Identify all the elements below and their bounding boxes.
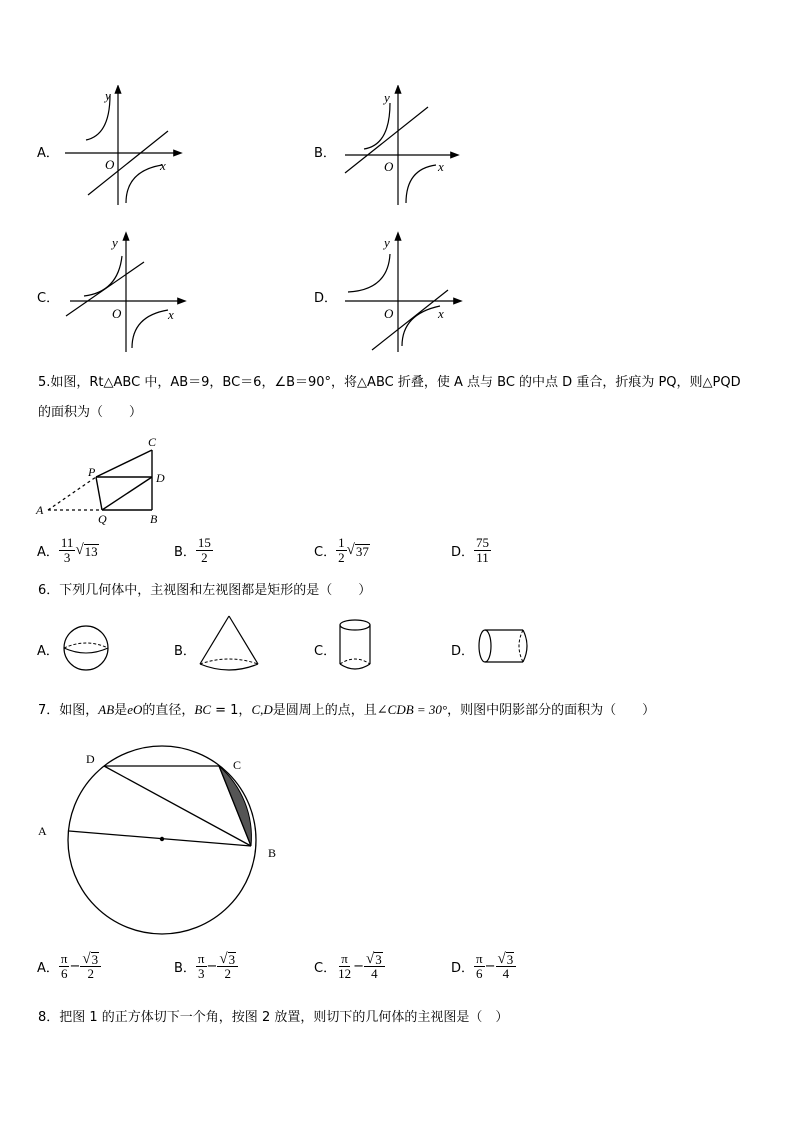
x-label: x [160,158,166,173]
denominator: 11 [476,550,489,565]
minus-sign: − [69,959,81,974]
numerator: π [197,951,205,966]
stem-text: = 1， [211,703,252,718]
denominator: 3 [197,966,205,981]
denominator: 4 [502,966,510,981]
q5-figure [30,430,180,526]
segment-bc: BC [194,702,211,717]
origin-label: O [112,306,122,321]
option-letter: A． [37,961,59,976]
graph-a [60,85,190,215]
minus-sign: − [353,959,364,974]
sphere-icon [61,622,113,674]
denominator: 2 [224,966,232,981]
graph-c [60,230,190,360]
denominator: 3 [63,550,71,565]
q7-option-c[interactable] [314,952,385,981]
fraction [59,536,76,565]
sqrt-icon: √ [82,951,91,967]
pt-c: C [233,758,242,772]
option-letter: A． [37,644,59,659]
pt-p: P [88,465,96,479]
fraction [364,952,385,981]
numerator [364,952,385,967]
x-label: x [438,306,444,321]
pt-d: D [156,471,165,485]
pt-d: D [86,752,95,766]
denominator: 2 [201,550,208,565]
radical [82,952,99,966]
fraction [336,536,347,565]
y-label: y [384,90,390,105]
q4-option-a[interactable] [0,80,300,220]
numerator [80,952,101,967]
cone-icon [198,612,262,674]
q7-figure [30,745,300,955]
numerator: 15 [197,535,211,550]
option-letter: A． [37,545,59,560]
q7-option-b[interactable] [174,952,238,981]
stem-text: ，则图中阴影部分的面积为（ ） [447,703,656,718]
denominator: 2 [338,550,345,565]
graph-d [340,230,470,360]
q6-stem: 6．下列几何体中，主视图和左视图都是矩形的是（ ） [38,583,372,598]
q6-option-c[interactable] [314,616,434,676]
radicand: 13 [84,543,98,559]
q5-option-b[interactable] [174,536,213,565]
denominator: 4 [371,966,378,981]
circle-symbol: e [127,702,133,717]
numerator [217,952,238,967]
numerator [496,952,517,967]
fraction [59,952,70,981]
segment-ab: AB [98,702,115,717]
q5-stem-line1: 5.如图，Rt△ABC 中，AB＝9，BC＝6，∠B＝90°，将△ABC 折叠，使 A 点与 BC 的中点 D 重合，折痕为 PQ，则△PQD [38,375,741,390]
stem-text: 是圆周上的点，且 [272,703,377,718]
q6-option-b[interactable] [174,612,294,676]
pt-c: C [148,435,157,449]
lying-cylinder-icon [475,626,535,666]
option-letter: D． [451,545,475,560]
y-label: y [105,88,111,103]
minus-sign: − [206,959,218,974]
radical [219,952,236,966]
pt-b: B [150,512,158,526]
option-letter: C． [314,644,337,659]
pt-a: A [38,824,47,838]
radical [347,542,370,559]
minus-sign: − [484,959,496,974]
denominator: 6 [60,966,68,981]
option-letter: B． [314,146,336,161]
sqrt-icon: √ [346,542,355,558]
origin-label: O [384,306,394,321]
x-label: x [168,307,174,322]
denominator: 6 [476,966,483,981]
q4-option-d[interactable] [300,225,600,365]
numerator: π [341,951,348,966]
fraction [217,952,238,981]
q4-option-c[interactable] [0,225,300,365]
stem-text: 是 [114,703,128,718]
numerator: π [476,951,483,966]
q5-option-c[interactable] [314,536,370,565]
radicand: 3 [91,952,99,967]
denominator: 2 [87,966,94,981]
fraction [336,952,353,981]
denominator: 12 [338,966,352,981]
pt-q: Q [98,512,107,526]
y-label: y [384,235,390,250]
fraction [474,952,485,981]
point-o: O [132,702,143,717]
y-label: y [112,235,118,250]
option-letter: D． [451,644,475,659]
q7-stem [38,701,655,720]
q7-option-a[interactable] [37,952,101,981]
option-letter: A． [37,146,59,161]
stem-text: 的直径， [142,703,195,718]
sqrt-icon: √ [75,542,84,558]
radical [75,542,98,559]
option-letter: D． [314,291,338,306]
numerator: 11 [60,535,74,550]
sqrt-icon: √ [219,951,228,967]
option-letter: B． [174,644,196,659]
option-letter: D． [451,961,475,976]
q6-option-a[interactable] [37,620,157,676]
graph-b [340,85,470,215]
q7-option-d[interactable] [451,952,516,981]
fraction [496,952,517,981]
sqrt-icon: √ [497,951,506,967]
radicand: 37 [355,543,369,559]
q5-option-d[interactable] [451,536,491,565]
radical [366,952,383,966]
x-label: x [438,159,444,174]
fraction [80,952,101,981]
numerator: 75 [476,535,490,550]
q8-stem: 8．把图 1 的正方体切下一个角，按图 2 放置，则切下的几何体的主视图是（ ） [38,1010,509,1025]
option-letter: B． [174,545,196,560]
sqrt-icon: √ [365,951,375,967]
fraction [474,536,491,565]
angle-expr: ∠CDB = 30° [376,702,448,717]
points-cd: C,D [251,702,273,717]
pt-a: A [36,503,44,517]
radicand: 3 [375,952,382,967]
pt-b: B [268,846,277,860]
origin-label: O [384,159,394,174]
q6-option-d[interactable] [451,624,571,674]
stem-text: 7．如图， [38,703,99,718]
radicand: 3 [228,952,236,967]
option-letter: B． [174,961,196,976]
option-letter: C． [314,961,337,976]
q4-option-b[interactable] [300,80,600,220]
origin-label: O [105,157,115,172]
radicand: 3 [506,952,514,967]
q5-stem-line2: 的面积为（ ） [38,405,143,420]
numerator: 1 [338,535,345,550]
fraction [196,536,213,565]
q5-option-a[interactable] [37,536,99,565]
radical [498,952,515,966]
option-letter: C． [37,291,60,306]
option-letter: C． [314,545,337,560]
numerator: π [60,951,68,966]
fraction [196,952,207,981]
cylinder-icon [336,616,376,674]
